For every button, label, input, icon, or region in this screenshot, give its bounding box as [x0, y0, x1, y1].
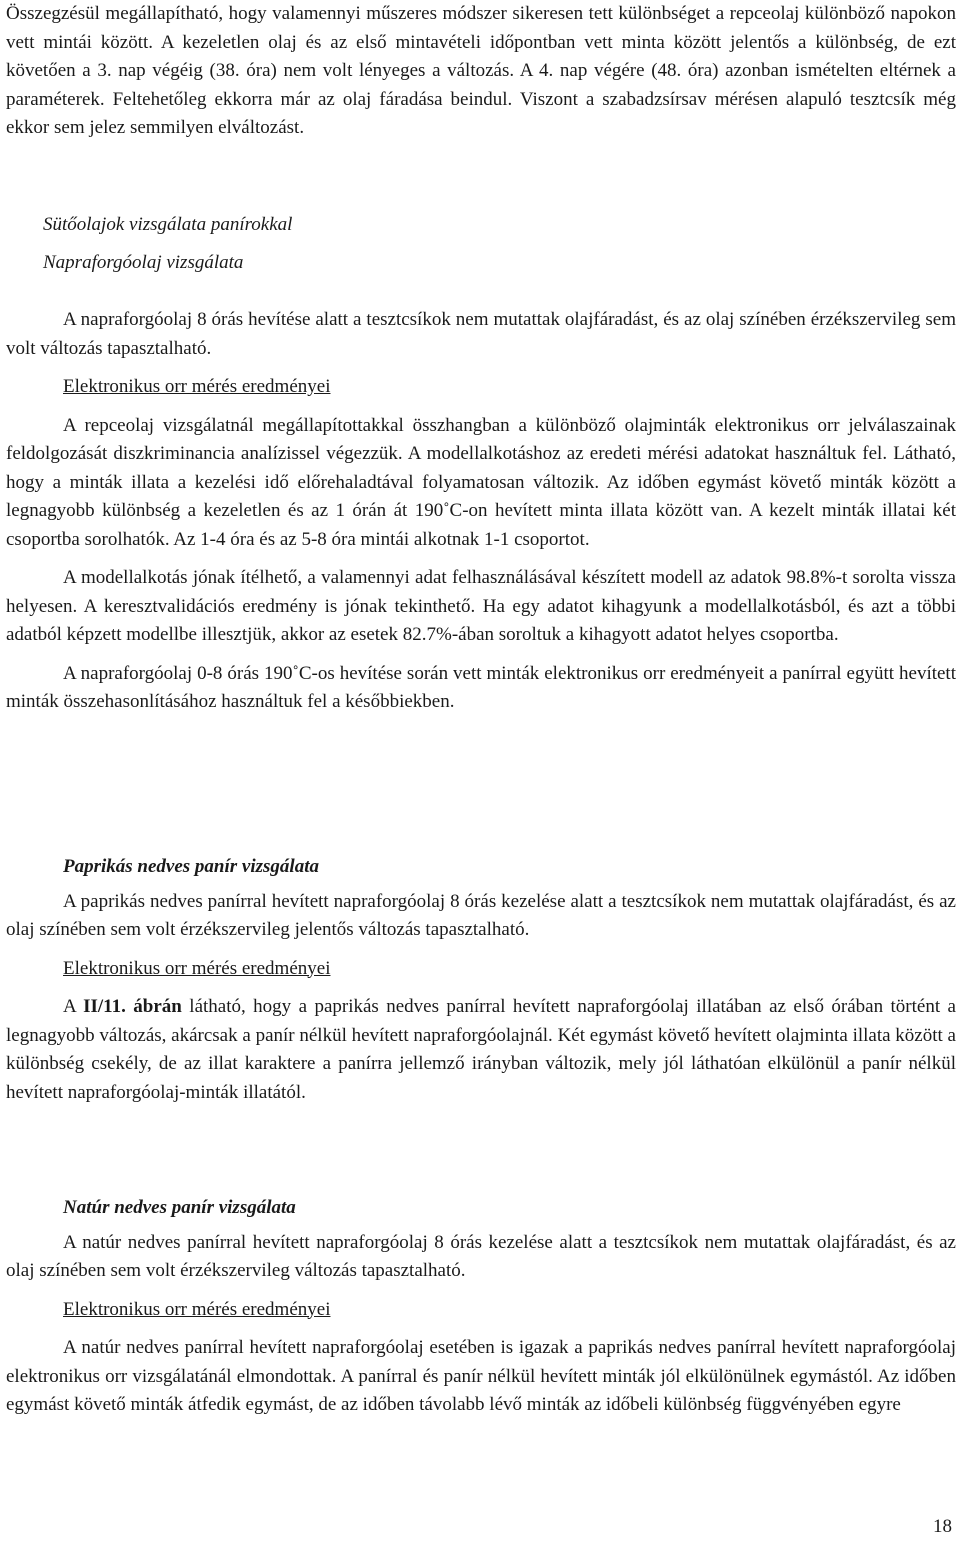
- intro-paragraph: Összegzésül megállapítható, hogy valamennyi műszeres módszer sikeresen tett különbséget a repceolaj különböző napokon vett mintái között. A kezeletlen olaj és az első mintavételi időpontban vett minta között jelentős a különbség, de ezt követően a 3. nap végéig (38. óra) nem volt lényeges a változás. A 4. nap végére (48. óra) azonban ismételten eltérnek a paraméterek. Feltehetőleg ekkorra már az olaj fáradása beindul. Viszont a szabadzsírsav mérésen alapuló tesztcsík még ekkor sem jelez semmilyen elváltozást.: [6, 3, 956, 138]
- paprika-p2-rest: látható, hogy a paprikás nedves panírral hevített napraforgóolaj illatában az első órában történt a legnagyobb változás, akárcsak a panír nélkül hevített napraforgóolajnál. Két egymást követő hevített olajminta illata között a különbség csekély, de az illat karaktere a panírra jellemző irányban változik, mely jól láthatóan elkülönül a panír nélkül hevített napraforgóolaj-minták illatától.: [6, 996, 956, 1103]
- natur-title: Natúr nedves panír vizsgálata: [63, 1197, 296, 1218]
- page-number: 18: [933, 1516, 952, 1537]
- section-title: Sütőolajok vizsgálata panírokkal: [43, 214, 293, 235]
- sunflower-paragraph-1: A napraforgóolaj 8 órás hevítése alatt a tesztcsíkok nem mutattak olajfáradást, és az olaj színében érzékszervileg sem volt változás tapasztalható.: [6, 309, 956, 359]
- subsection-title: Napraforgóolaj vizsgálata: [43, 252, 244, 273]
- paprika-p2-prefix: A: [63, 996, 84, 1017]
- section-headings: [6, 211, 956, 277]
- natur-section: [6, 1194, 956, 1420]
- paprika-enose-heading: Elektronikus orr mérés eredményei: [63, 957, 331, 979]
- sunflower-paragraph-3: A modellalkotás jónak ítélhető, a valamennyi adat felhasználásával készített modell az adatok 98.8%-t sorolta vissza helyesen. A keresztvalidációs eredmény is jónak tekinthető. Ha egy adatot kihagyunk a modellalkotásból, és azt a többi adatból képzett modellbe illesztjük, akkor az esetek 82.7%-ában soroltuk a kihagyott adatot helyes csoportba.: [6, 567, 956, 645]
- natur-paragraph-2: A natúr nedves panírral hevített napraforgóolaj esetében is igazak a paprikás nedves panírral hevített napraforgóolaj elektronikus orr vizsgálatánál elmondottak. A panírral és panír nélkül hevített minták jól elkülönülnek egymástól. Az időben egymást követő minták átfedik egymást, de az időben távolabb lévő minták az időbeli különbség függvényében egyre: [6, 1337, 956, 1415]
- sunflower-paragraph-2: A repceolaj vizsgálatnál megállapítottakkal összhangban a különböző olajminták elektronikus orr jelválaszainak feldolgozását diszkriminancia analízissel végezzük. A modellalkotáshoz az eredeti mérési adatokat használtuk fel. Látható, hogy a minták illata a kezelési idő előrehaladtával folyamatosan változik. Az időben egymást követő minták között a legnagyobb különbség a kezeletlen és az 1 órán át 190˚C-on hevített minta illata között van. A kezelt minták illatai két csoportba sorolhatók. Az 1-4 óra és az 5-8 óra mintái alkotnak 1-1 csoportot.: [6, 414, 956, 550]
- paprika-paragraph-2: [6, 993, 956, 1107]
- figure-reference: II/11. ábrán: [83, 996, 182, 1017]
- paprika-title: Paprikás nedves panír vizsgálata: [63, 856, 319, 877]
- sunflower-section: [6, 306, 956, 717]
- paprika-section: [6, 853, 956, 1107]
- natur-paragraph-1: A natúr nedves panírral hevített napraforgóolaj 8 órás kezelése alatt a tesztcsíkok nem mutattak olajfáradást, és az olaj színében sem volt érzékszervileg változás tapasztalható.: [6, 1231, 956, 1281]
- natur-enose-heading: Elektronikus orr mérés eredményei: [63, 1298, 331, 1320]
- paprika-paragraph-1: A paprikás nedves panírral hevített napraforgóolaj 8 órás kezelése alatt a tesztcsíkok nem mutattak olajfáradást, és az olaj színében sem volt érzékszervileg jelentős változás tapasztalható.: [6, 890, 956, 940]
- sunflower-paragraph-4: A napraforgóolaj 0-8 órás 190˚C-os hevítése során vett minták elektronikus orr eredményeit a panírral együtt hevített minták összehasonlításához használtuk fel a későbbiekben.: [6, 662, 956, 712]
- sunflower-enose-heading: Elektronikus orr mérés eredményei: [63, 376, 331, 397]
